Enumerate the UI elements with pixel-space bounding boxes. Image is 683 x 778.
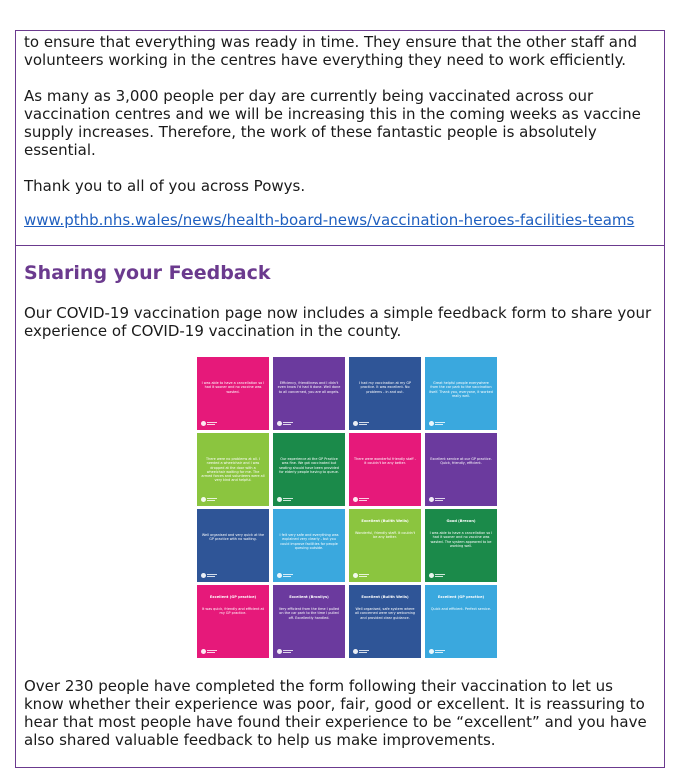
- article-link-paragraph: [24, 211, 654, 229]
- feedback-quote-tile: [425, 585, 497, 658]
- tile-quote-text: Well organised and very quick at the GP practice with no waiting.: [201, 533, 265, 542]
- tile-header: Excellent (GP practice): [437, 595, 485, 599]
- tile-header: Excellent (GP practice): [209, 595, 257, 599]
- article-paragraph-2: As many as 3,000 people per day are currently being vaccinated across our vaccination centres and we will be increasing this in the coming weeks as vaccine supply increases. Therefore, the work of these fantastic people is absolutely essential.: [24, 87, 641, 159]
- tile-quote-text: I was able to have a cancellation so I had it sooner and no vaccine was wasted.: [201, 381, 265, 394]
- health-board-logo-icon: [429, 573, 445, 578]
- feedback-quote-tile: [349, 357, 421, 430]
- feedback-quote-tile: [349, 433, 421, 506]
- tile-quote-text: It was quick, friendly and efficient at my GP practice.: [202, 607, 264, 616]
- health-board-logo-icon: [353, 497, 369, 502]
- tile-quote-text: There were wonderful friendly staff - it couldn't be any better.: [354, 457, 416, 466]
- health-board-logo-icon: [429, 649, 445, 654]
- feedback-quote-tile: [425, 509, 497, 582]
- feedback-quotes-image: [197, 357, 496, 658]
- vaccination-heroes-link[interactable]: www.pthb.nhs.wales/news/health-board-news/vaccination-heroes-facilities-teams: [24, 211, 635, 229]
- news-article-panel: [15, 30, 665, 246]
- article-paragraph-3: Thank you to all of you across Powys.: [24, 177, 306, 195]
- feedback-quote-tile: [273, 585, 345, 658]
- tile-quote-text: Well organised, safe system where all concerned were very welcoming and provided clear guidance.: [354, 607, 416, 620]
- feedback-quote-tile: [349, 585, 421, 658]
- feedback-quote-tile: [349, 509, 421, 582]
- tile-quote-text: Wonderful, friendly staff. It couldn't be any better.: [354, 531, 416, 540]
- health-board-logo-icon: [277, 497, 293, 502]
- health-board-logo-icon: [277, 649, 293, 654]
- feedback-quote-tile: [425, 357, 497, 430]
- health-board-logo-icon: [201, 421, 217, 426]
- feedback-quote-tile: [197, 509, 269, 582]
- tile-header: Excellent (Builth Wells): [361, 519, 409, 523]
- health-board-logo-icon: [201, 497, 217, 502]
- health-board-logo-icon: [201, 573, 217, 578]
- article-paragraph-1: to ensure that everything was ready in time. They ensure that the other staff and volunteers working in the centres have everything they need to work efficiently.: [24, 33, 638, 69]
- health-board-logo-icon: [353, 649, 369, 654]
- tile-quote-text: I felt very safe and everything was explained very clearly - but you could improve facilities for people queuing outside.: [279, 533, 339, 550]
- health-board-logo-icon: [429, 497, 445, 502]
- feedback-heading: Sharing your Feedback: [24, 262, 271, 284]
- health-board-logo-icon: [201, 649, 217, 654]
- feedback-quote-tile: [273, 433, 345, 506]
- feedback-quote-tile: [197, 357, 269, 430]
- tile-quote-text: Excellent service at our GP practice. Quick, friendly, efficient.: [430, 457, 492, 466]
- feedback-quote-tile: [273, 357, 345, 430]
- feedback-outro: Over 230 people have completed the form following their vaccination to let us know whether their experience was poor, fair, good or excellent. It is reassuring to hear that most people have found their experience to be “excellent” and you have also shared valuable feedback to help us make improvements.: [24, 677, 647, 749]
- feedback-quote-tile: [197, 585, 269, 658]
- tile-quote-text: Quick and efficient. Perfect service.: [430, 607, 492, 611]
- tile-header: Excellent (Bronllys): [289, 595, 329, 599]
- tile-quote-text: There were no problems at all. I needed a wheelchair and I was dropped at the door with a wheelchair waiting for me. The armed forces and volunteers were all very kind and helpful.: [201, 457, 265, 483]
- tile-quote-text: Efficiency, friendliness and I didn't even know I'd had it done. Well done to all concerned, you are all angels.: [277, 381, 341, 394]
- tile-quote-text: Great helpful people everywhere from the car park to the vaccination itself. Thank you, everyone, it worked really well.: [429, 381, 493, 398]
- feedback-intro: Our COVID-19 vaccination page now includes a simple feedback form to share your experience of COVID-19 vaccination in the county.: [24, 304, 652, 340]
- feedback-quote-tile: [425, 433, 497, 506]
- health-board-logo-icon: [353, 573, 369, 578]
- health-board-logo-icon: [429, 421, 445, 426]
- tile-header: Excellent (Builth Wells): [361, 595, 409, 599]
- tile-quote-text: Our experience at the GP Practice was fine. We got vaccinated but seating should have been provided for elderly people having to queue.: [279, 457, 339, 474]
- health-board-logo-icon: [353, 421, 369, 426]
- health-board-logo-icon: [277, 573, 293, 578]
- feedback-quote-tile: [273, 509, 345, 582]
- tile-header: Good (Brecon): [446, 519, 476, 523]
- tile-quote-text: I had my vaccination at my GP practice. It was excellent. No problems - in and out.: [358, 381, 412, 394]
- health-board-logo-icon: [277, 421, 293, 426]
- tile-quote-text: I was able to have a cancellation so I had it sooner and no vaccine was wasted. The system appeared to be working well.: [429, 531, 493, 548]
- feedback-quote-tile: [197, 433, 269, 506]
- feedback-panel: [15, 245, 665, 768]
- tile-quote-text: Very efficient from the time I pulled on the car park to the time I pulled off. Excellently handled.: [278, 607, 340, 620]
